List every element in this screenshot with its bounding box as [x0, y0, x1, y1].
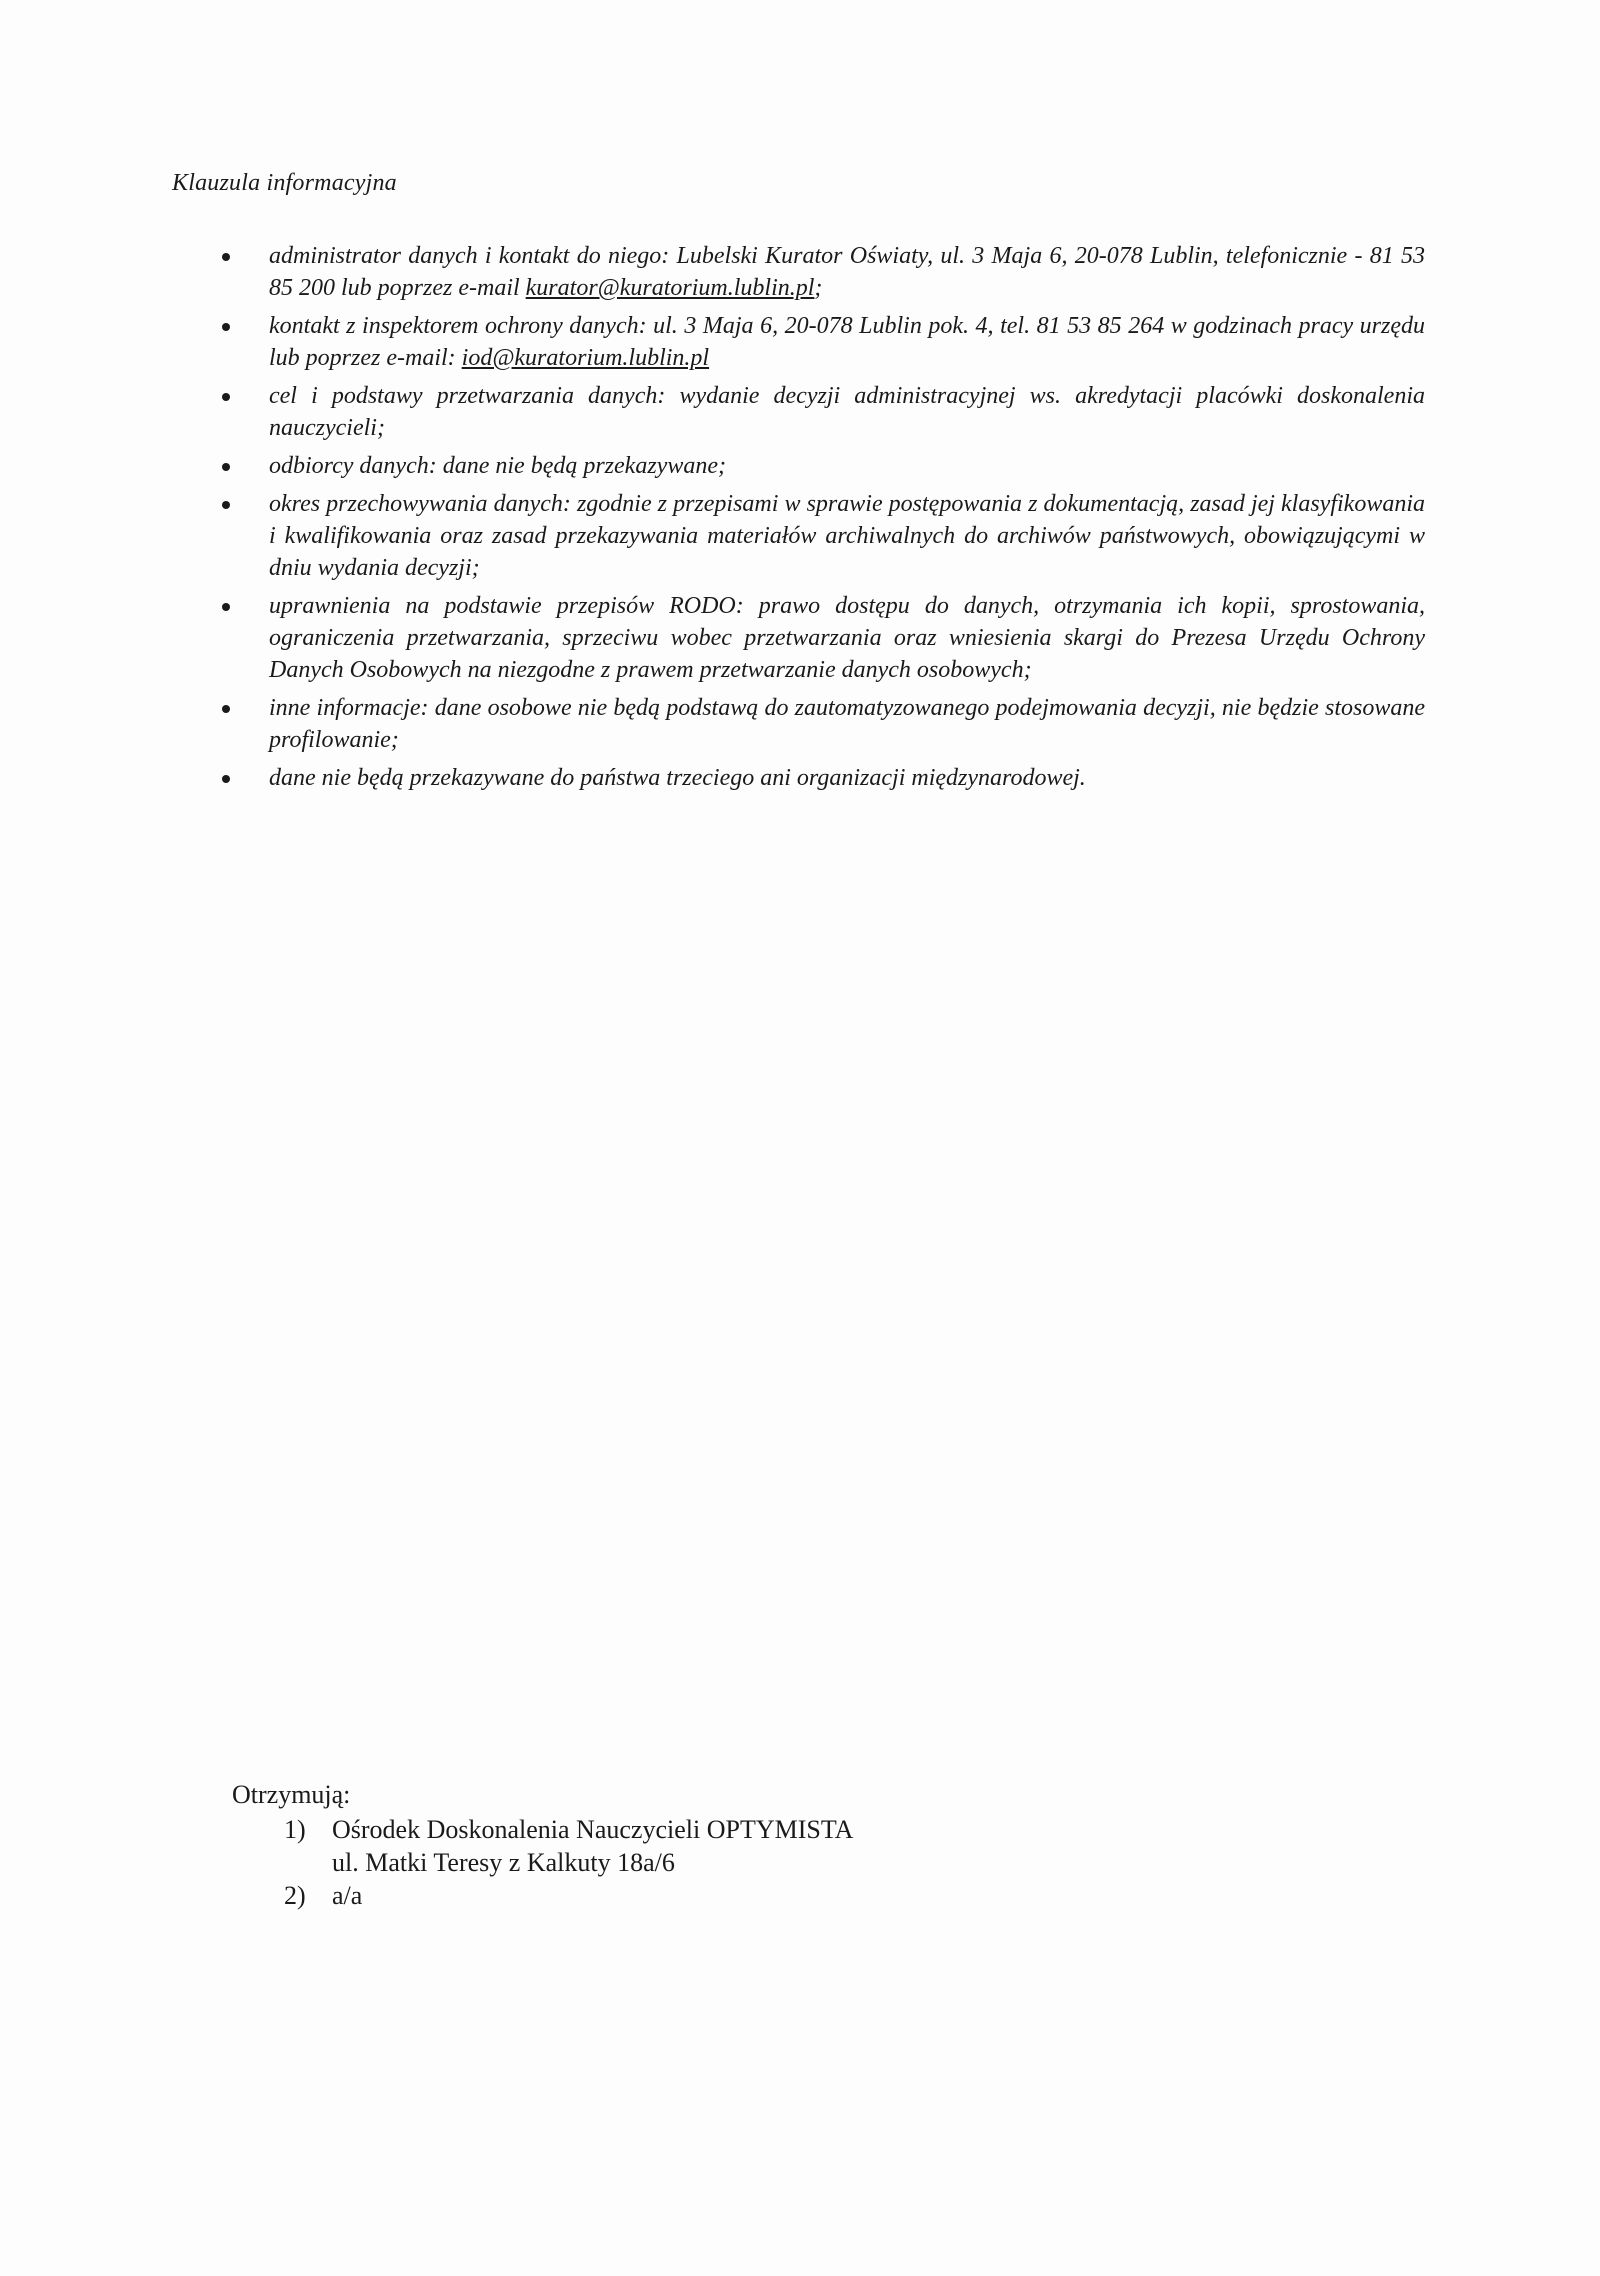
bullet-icon — [222, 463, 230, 471]
clause-item-text: administrator danych i kontakt do niego: Lubelski Kurator Oświaty, ul. 3 Maja 6, 20-078 Lublin, telefonicznie - 81 53 85 200 lub poprzez e-mail — [269, 243, 1425, 301]
bullet-icon — [222, 253, 230, 261]
email-link-iod[interactable]: iod@kuratorium.lublin.pl — [461, 345, 710, 371]
clause-item-purpose — [222, 380, 1425, 444]
bullet-icon — [222, 501, 230, 509]
recipient-number: 2) — [284, 1881, 306, 1910]
clause-item-other-info — [222, 692, 1425, 756]
clause-title: Klauzula informacyjna — [172, 170, 397, 196]
clause-item-text: inne informacje: dane osobowe nie będą podstawą do zautomatyzowanego podejmowania decyzji, nie będzie stosowane profilowanie; — [269, 695, 1425, 753]
recipients-list — [232, 1813, 853, 1912]
recipient-name: a/a — [332, 1881, 363, 1910]
recipient-address: ul. Matki Teresy z Kalkuty 18a/6 — [332, 1848, 675, 1877]
clause-item-recipients — [222, 450, 1425, 482]
recipient-item — [232, 1879, 853, 1912]
bullet-icon — [222, 705, 230, 713]
email-link-kurator[interactable]: kurator@kuratorium.lublin.pl — [525, 275, 815, 301]
bullet-icon — [222, 603, 230, 611]
clause-item-rights — [222, 590, 1425, 686]
clause-item-text: cel i podstawy przetwarzania danych: wydanie decyzji administracyjnej ws. akredytacji placówki doskonalenia nauczycieli; — [269, 383, 1425, 441]
recipient-name: Ośrodek Doskonalenia Nauczycieli OPTYMISTA — [332, 1815, 854, 1844]
clause-item-text: uprawnienia na podstawie przepisów RODO: prawo dostępu do danych, otrzymania ich kopii, sprostowania, ograniczenia przetwarzania, sprzeciwu wobec przetwarzania oraz wniesienia skargi do Prezesa Urzędu Ochrony Danych Osobowych na niezgodne z prawem przetwarzanie danych osobowych; — [269, 593, 1425, 683]
clause-item-inspector — [222, 310, 1425, 374]
clause-item-suffix: ; — [814, 275, 823, 301]
clause-list — [222, 240, 1425, 800]
clause-item-third-country — [222, 762, 1425, 794]
bullet-icon — [222, 775, 230, 783]
clause-item-text: kontakt z inspektorem ochrony danych: ul. 3 Maja 6, 20-078 Lublin pok. 4, tel. 81 53 85 264 w godzinach pracy urzędu lub poprzez e-mail: — [269, 313, 1425, 371]
clause-item-text: dane nie będą przekazywane do państwa trzeciego ani organizacji międzynarodowej. — [269, 765, 1086, 791]
clause-item-text: odbiorcy danych: dane nie będą przekazywane; — [269, 453, 726, 479]
recipients-section — [232, 1778, 853, 1912]
recipient-number: 1) — [284, 1815, 306, 1844]
clause-item-administrator — [222, 240, 1425, 304]
recipient-item — [232, 1813, 853, 1879]
clause-item-text: okres przechowywania danych: zgodnie z przepisami w sprawie postępowania z dokumentacją, zasad jej klasyfikowania i kwalifikowania oraz zasad przekazywania materiałów archiwalnych do archiwów państwowych, obowiązującymi w dniu wydania decyzji; — [269, 491, 1425, 581]
bullet-icon — [222, 323, 230, 331]
recipients-title: Otrzymują: — [232, 1780, 351, 1809]
bullet-icon — [222, 393, 230, 401]
clause-item-retention — [222, 488, 1425, 584]
